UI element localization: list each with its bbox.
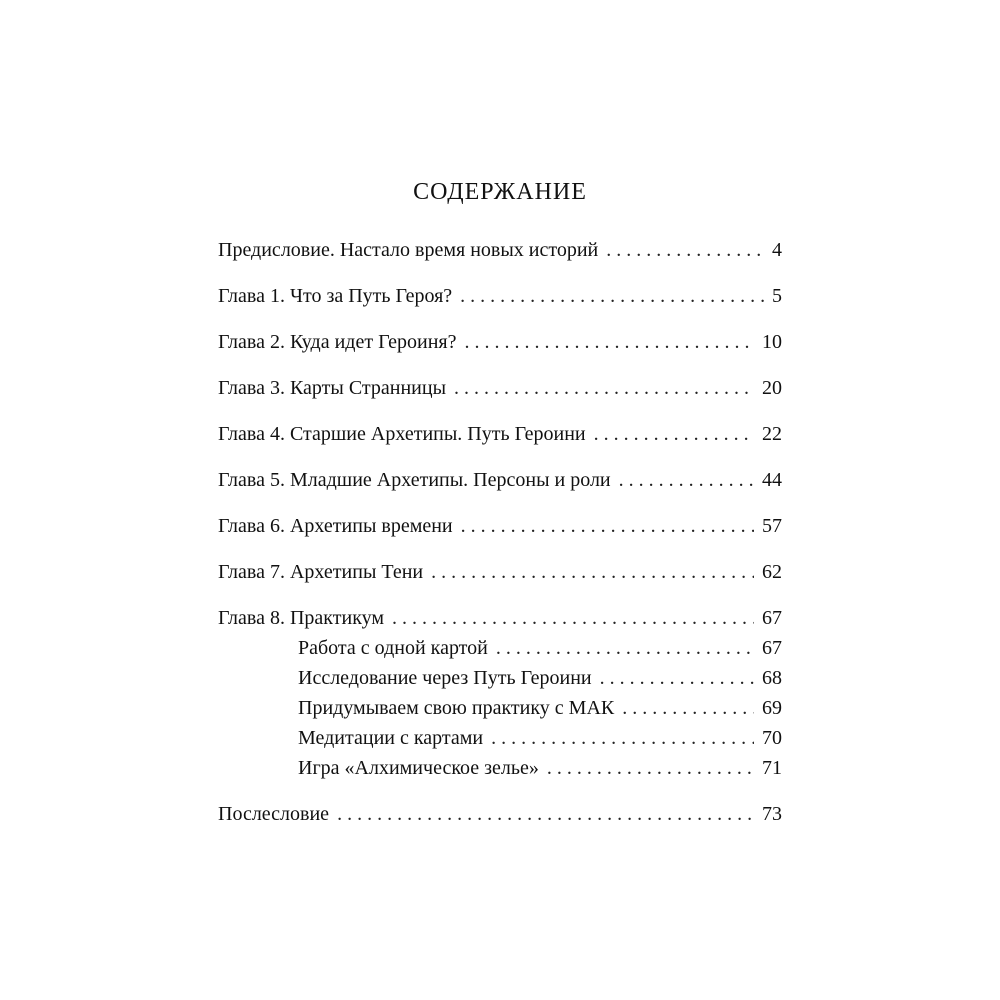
toc-entry-page: 67 (762, 607, 782, 629)
toc-subentry (218, 663, 782, 693)
toc-entry-label: Послесловие (218, 803, 330, 825)
toc-entry-page: 4 (772, 239, 782, 261)
toc-entry-page: 73 (762, 803, 782, 825)
dot-leader (622, 693, 754, 723)
toc-entry-chapter-8 (218, 603, 782, 633)
toc-entry-page: 57 (762, 515, 782, 537)
toc-entry-chapter-6 (218, 511, 782, 541)
toc-entry-label: Предисловие. Настало время новых историй (218, 239, 599, 261)
toc-entry-chapter-4 (218, 419, 782, 449)
toc-entry-page: 5 (772, 285, 782, 307)
toc-entry-page: 69 (762, 697, 782, 719)
toc-entry-page: 70 (762, 727, 782, 749)
dot-leader (461, 511, 754, 541)
toc-entry-label: Исследование через Путь Героини (298, 667, 592, 689)
dot-leader (460, 281, 764, 311)
toc-entry-label: Глава 4. Старшие Архетипы. Путь Героини (218, 423, 586, 445)
toc-entry-label: Глава 8. Практикум (218, 607, 385, 629)
toc-entry-page: 67 (762, 637, 782, 659)
toc-entry-label: Глава 1. Что за Путь Героя? (218, 285, 453, 307)
toc-entry-afterword (218, 799, 782, 829)
dot-leader (465, 327, 755, 357)
dot-leader (496, 633, 754, 663)
toc-entry-label: Придумываем свою практику с МАК (298, 697, 615, 719)
toc-subentry (218, 693, 782, 723)
dot-leader (337, 799, 754, 829)
page-title: СОДЕРЖАНИЕ (413, 179, 587, 205)
toc-entry-chapter-2 (218, 327, 782, 357)
dot-leader (594, 419, 754, 449)
dot-leader (431, 557, 754, 587)
toc-entry-page: 71 (762, 757, 782, 779)
toc-entry-label: Глава 6. Архетипы времени (218, 515, 453, 537)
toc-subentry (218, 723, 782, 753)
toc-entry-chapter-1 (218, 281, 782, 311)
toc-entry-chapter-7 (218, 557, 782, 587)
toc-entry-page: 68 (762, 667, 782, 689)
toc-entry-label: Игра «Алхимическое зелье» (298, 757, 539, 779)
dot-leader (606, 235, 764, 265)
toc-entry-page: 10 (762, 331, 782, 353)
toc-subentry (218, 753, 782, 783)
toc-entry-label: Работа с одной картой (298, 637, 488, 659)
toc-entry-chapter-5 (218, 465, 782, 495)
toc-entry-page: 44 (762, 469, 782, 491)
toc-entry-label: Глава 7. Архетипы Тени (218, 561, 424, 583)
toc-entry-label: Глава 5. Младшие Архетипы. Персоны и роли (218, 469, 611, 491)
dot-leader (491, 723, 754, 753)
dot-leader (600, 663, 754, 693)
toc-entry-page: 22 (762, 423, 782, 445)
dot-leader (619, 465, 754, 495)
dot-leader (454, 373, 754, 403)
toc-subentry (218, 633, 782, 663)
dot-leader (547, 753, 754, 783)
toc-entry-label: Глава 3. Карты Странницы (218, 377, 447, 399)
dot-leader (392, 603, 754, 633)
toc-entry-label: Глава 2. Куда идет Героиня? (218, 331, 457, 353)
toc-entry-preface (218, 235, 782, 265)
toc-entry-page: 62 (762, 561, 782, 583)
toc-entry-label: Медитации с картами (298, 727, 484, 749)
table-of-contents (218, 235, 782, 829)
toc-entry-chapter-3 (218, 373, 782, 403)
toc-entry-page: 20 (762, 377, 782, 399)
